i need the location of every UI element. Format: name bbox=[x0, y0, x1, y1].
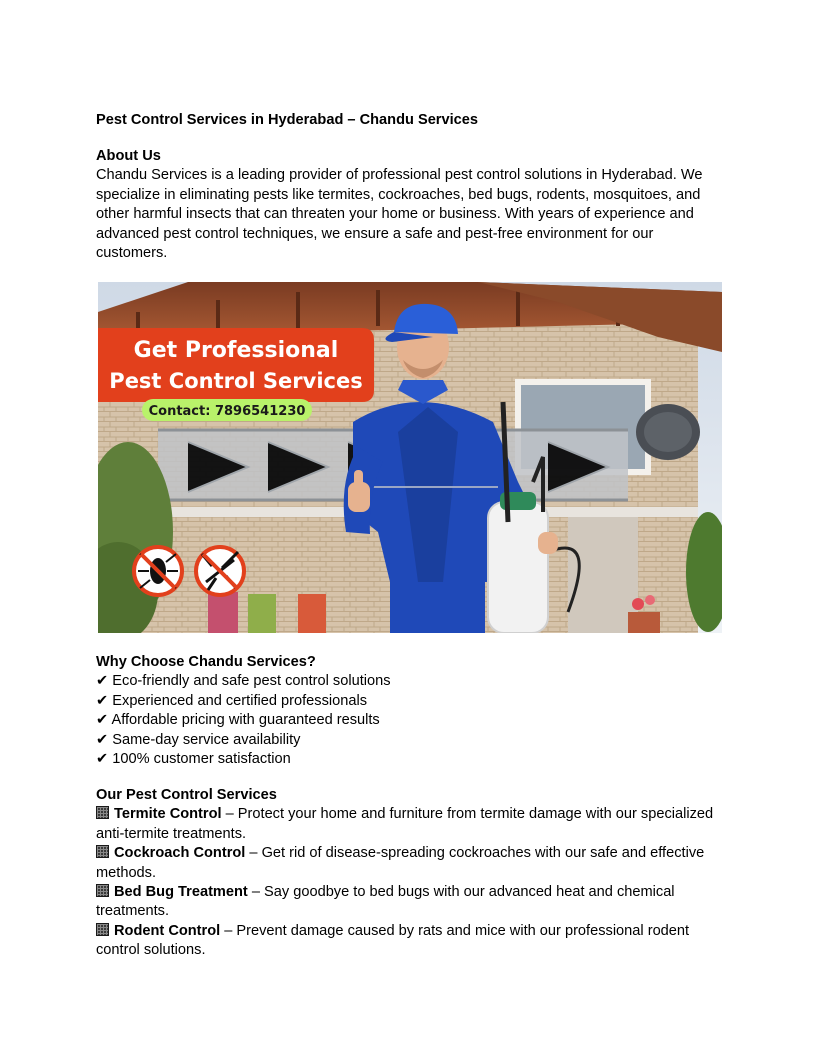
no-mosquito-icon bbox=[196, 547, 244, 595]
services-heading: Our Pest Control Services bbox=[96, 786, 277, 803]
contact-text: Contact: 7896541230 bbox=[148, 404, 306, 419]
service-item bbox=[96, 805, 722, 844]
service-desc: – Prevent damage caused by rats and mice with our professional rodent control solutions. bbox=[96, 922, 690, 959]
service-name: Rodent Control bbox=[114, 922, 221, 939]
why-item: ✔ 100% customer satisfaction bbox=[96, 751, 291, 768]
lower-section bbox=[96, 653, 722, 961]
why-heading: Why Choose Chandu Services? bbox=[96, 654, 316, 670]
banner-line1: Get Professional bbox=[133, 338, 339, 363]
hero-image bbox=[98, 282, 722, 633]
grid-square-icon bbox=[96, 845, 109, 858]
why-item: ✔ Eco-friendly and safe pest control solutions bbox=[96, 673, 391, 690]
document-title: Pest Control Services in Hyderabad – Chandu Services bbox=[96, 112, 479, 128]
why-item: ✔ Experienced and certified professionals bbox=[96, 692, 368, 709]
service-name: Bed Bug Treatment bbox=[114, 883, 248, 900]
grid-square-icon bbox=[96, 884, 109, 897]
service-desc: – Get rid of disease-spreading cockroaches with our safe and effective methods. bbox=[96, 845, 705, 881]
service-name: Cockroach Control bbox=[114, 845, 246, 862]
service-desc: – Say goodbye to bed bugs with our advanced heat and chemical treatments. bbox=[96, 883, 675, 920]
about-heading: About Us bbox=[96, 147, 161, 164]
why-item: ✔ Affordable pricing with guaranteed results bbox=[96, 712, 380, 729]
grid-square-icon bbox=[96, 923, 109, 936]
no-cockroach-icon bbox=[134, 547, 182, 595]
service-name: Termite Control bbox=[114, 806, 222, 823]
banner-line2: Pest Control Services bbox=[109, 369, 363, 393]
about-text: Chandu Services is a leading provider of professional pest control solutions in Hyderabad. We specialize in eliminating pests like termites, cockroaches, bed bugs, rodents, mosquitoes, and other harmful insects that can threaten your home or business. With years of experience and advanced pest control techniques, we ensure a safe and pest-free environment for our customers. bbox=[96, 167, 703, 261]
service-item bbox=[96, 922, 722, 961]
grid-square-icon bbox=[96, 806, 109, 819]
service-item bbox=[96, 883, 722, 922]
why-item: ✔ Same-day service availability bbox=[96, 731, 301, 748]
service-desc: – Protect your home and furniture from termite damage with our specialized anti-termite treatments. bbox=[96, 806, 714, 842]
service-item bbox=[96, 844, 722, 883]
intro-section bbox=[96, 111, 722, 263]
